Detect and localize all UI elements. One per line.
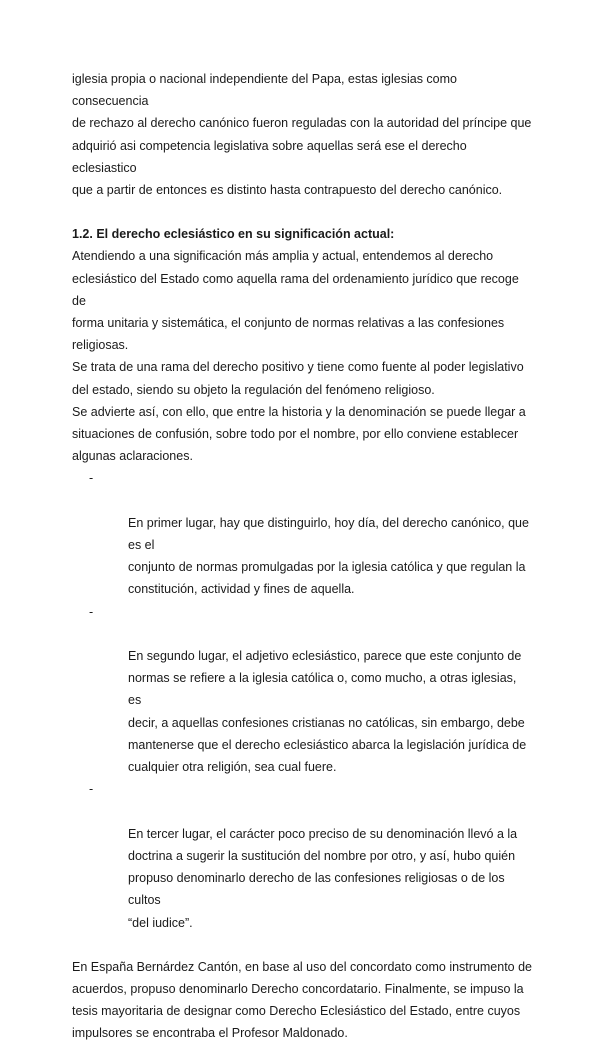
intro-paragraph: iglesia propia o nacional independiente del Papa, estas iglesias como consecuencia de rechazo al derecho canónico fueron reguladas con la autoridad del príncipe que adquirió asi competencia legislativa sobre aquellas será ese el derecho eclesiastico que a partir de entonces es distinto hasta contrapuesto del derecho canónico. xyxy=(72,72,532,198)
paragraph-2: Se trata de una rama del derecho positivo y tiene como fuente al poder legislativo del estado, siendo su objeto la regulación del fenómeno religioso. xyxy=(72,360,524,397)
list-bullet-dash: - xyxy=(89,471,94,486)
paragraph-3: Se advierte así, con ello, que entre la historia y la denominación se puede llegar a situaciones de confusión, sobre todo por el nombre, por ello conviene establecer algunas aclaraciones. xyxy=(72,404,526,464)
paragraph-spacer xyxy=(72,934,532,956)
section-heading: 1.2. El derecho eclesiástico en su significación actual: xyxy=(72,227,395,242)
clarifications-list xyxy=(72,467,532,933)
paragraph-1: Atendiendo a una significación más amplia y actual, entendemos al derecho eclesiástico del Estado como aquella rama del ordenamiento jurídico que recoge de forma unitaria y sistemática, el conjunto de normas relativas a las confesiones religiosas. xyxy=(72,249,519,353)
list-item-text: En tercer lugar, el carácter poco preciso de su denominación llevó a la doctrina a sugerir la sustitución del nombre por otro, y así, hubo quién propuso denominarlo derecho de las confesiones religiosas o de los cultos “del iudice”. xyxy=(128,826,518,930)
list-bullet-dash: - xyxy=(89,782,94,797)
paragraph-spacer xyxy=(72,201,532,223)
list-item-text: En primer lugar, hay que distinguirlo, hoy día, del derecho canónico, que es el conjunto de normas promulgadas por la iglesia católica y que regulan la constitución, actividad y fines de aquella. xyxy=(128,515,529,597)
document-page xyxy=(72,68,532,1045)
list-bullet-dash: - xyxy=(89,604,94,619)
list-item xyxy=(89,778,532,933)
list-item-text: En segundo lugar, el adjetivo eclesiástico, parece que este conjunto de normas se refiere a la iglesia católica o, como mucho, a otras iglesias, es decir, a aquellas confesiones cristianas no católicas, sin embargo, debe mantenerse que el derecho eclesiástico abarca la legislación jurídica de cualquier otra religión, sea cual fuere. xyxy=(128,649,527,775)
list-item xyxy=(89,601,532,779)
closing-paragraph: En España Bernárdez Cantón, en base al uso del concordato como instrumento de acuerdos, propuso denominarlo Derecho concordatario. Finalmente, se impuso la tesis mayoritaria de designar como Derecho Eclesiástico del Estado, entre cuyos impulsores se encontraba el Profesor Maldonado. xyxy=(72,959,533,1041)
list-item xyxy=(89,467,532,600)
